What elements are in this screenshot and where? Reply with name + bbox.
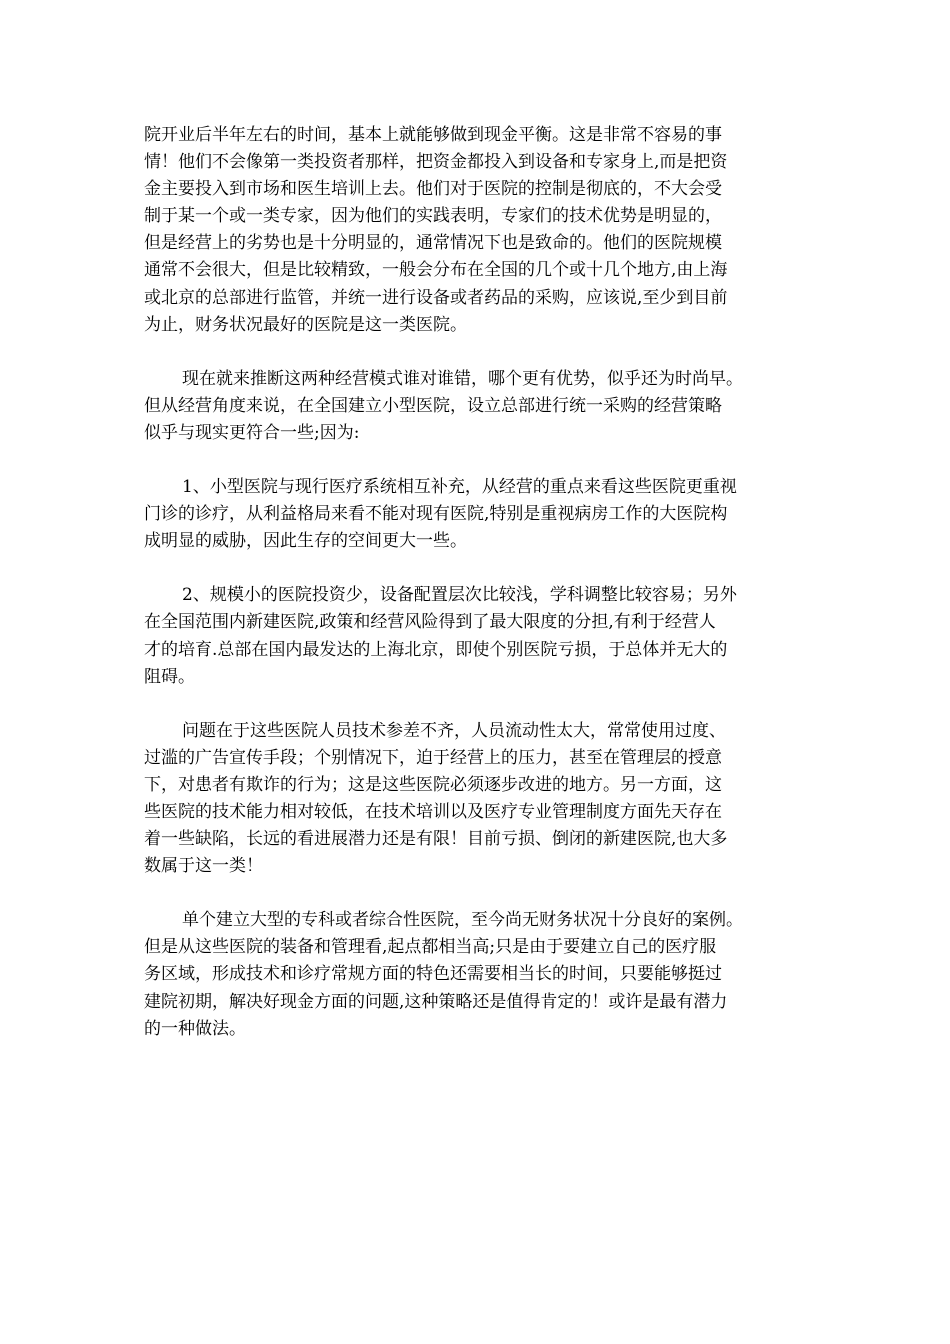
- text-line: 过滥的广告宣传手段；个别情况下，迫于经营上的压力，甚至在管理层的授意: [144, 747, 722, 768]
- paragraph-5: [144, 718, 806, 881]
- paragraph-2: [144, 366, 806, 447]
- text-line: 才的培育.总部在国内最发达的上海北京，即使个别医院亏损，于总体并无大的: [144, 639, 728, 660]
- text-line: 务区域，形成技术和诊疗常规方面的特色还需要相当长的时间，只要能够挺过: [144, 964, 722, 985]
- text-line: 现在就来推断这两种经营模式谁对谁错，哪个更有优势，似乎还为时尚早。: [182, 368, 743, 389]
- text-line: 为止，财务状况最好的医院是这一类医院。: [144, 314, 467, 335]
- text-line: 院开业后半年左右的时间，基本上就能够做到现金平衡。这是非常不容易的事: [144, 125, 722, 145]
- text-line: 但是从这些医院的装备和管理看,起点都相当高;只是由于要建立自己的医疗服: [144, 937, 717, 958]
- text-line: 金主要投入到市场和医生培训上去。他们对于医院的控制是彻底的，不大会受: [144, 179, 722, 200]
- paragraph-6: [144, 907, 806, 1042]
- text-line: 或北京的总部进行监管，并统一进行设备或者药品的采购，应该说,至少到目前: [144, 287, 728, 308]
- text-line: 在全国范围内新建医院,政策和经营风险得到了最大限度的分担,有利于经营人: [144, 612, 716, 633]
- text-line: 通常不会很大，但是比较精致，一般会分布在全国的几个或十几个地方,由上海: [144, 260, 728, 281]
- text-line: 1、小型医院与现行医疗系统相互补充，从经营的重点来看这些医院更重视: [182, 477, 737, 498]
- text-line: 阻碍。: [144, 666, 195, 687]
- text-line: 些医院的技术能力相对较低，在技术培训以及医疗专业管理制度方面先天存在: [144, 801, 722, 822]
- paragraph-4: [144, 582, 806, 690]
- text-line: 问题在于这些医院人员技术参差不齐，人员流动性太大，常常使用过度、: [182, 720, 726, 741]
- text-line: 制于某一个或一类专家，因为他们的实践表明，专家们的技术优势是明显的，: [144, 206, 722, 227]
- text-line: 成明显的威胁，因此生存的空间更大一些。: [144, 531, 467, 552]
- text-line: 门诊的诊疗，从利益格局来看不能对现有医院,特别是重视病房工作的大医院构: [144, 504, 728, 525]
- text-line: 似乎与现实更符合一些;因为:: [144, 422, 360, 443]
- text-line: 数属于这一类！: [144, 856, 263, 877]
- text-line: 但是经营上的劣势也是十分明显的，通常情况下也是致命的。他们的医院规模: [144, 233, 722, 254]
- text-line: 2、规模小的医院投资少，设备配置层次比较浅，学科调整比较容易；另外: [182, 585, 737, 606]
- text-line: 单个建立大型的专科或者综合性医院，至今尚无财务状况十分良好的案例。: [182, 910, 743, 931]
- paragraph-1: [144, 122, 806, 339]
- document-page: [144, 122, 806, 1043]
- text-line: 建院初期，解决好现金方面的问题,这种策略还是值得肯定的！或许是最有潜力: [144, 991, 728, 1012]
- text-line: 情！他们不会像第一类投资者那样，把资金都投入到设备和专家身上,而是把资: [144, 152, 728, 173]
- paragraph-3: [144, 474, 806, 555]
- text-line: 但从经营角度来说，在全国建立小型医院，设立总部进行统一采购的经营策略: [144, 395, 722, 416]
- text-line: 着一些缺陷，长远的看进展潜力还是有限！目前亏损、倒闭的新建医院,也大多: [144, 829, 728, 850]
- text-line: 的一种做法。: [144, 1018, 246, 1039]
- text-line: 下，对患者有欺诈的行为；这是这些医院必须逐步改进的地方。另一方面，这: [144, 774, 722, 795]
